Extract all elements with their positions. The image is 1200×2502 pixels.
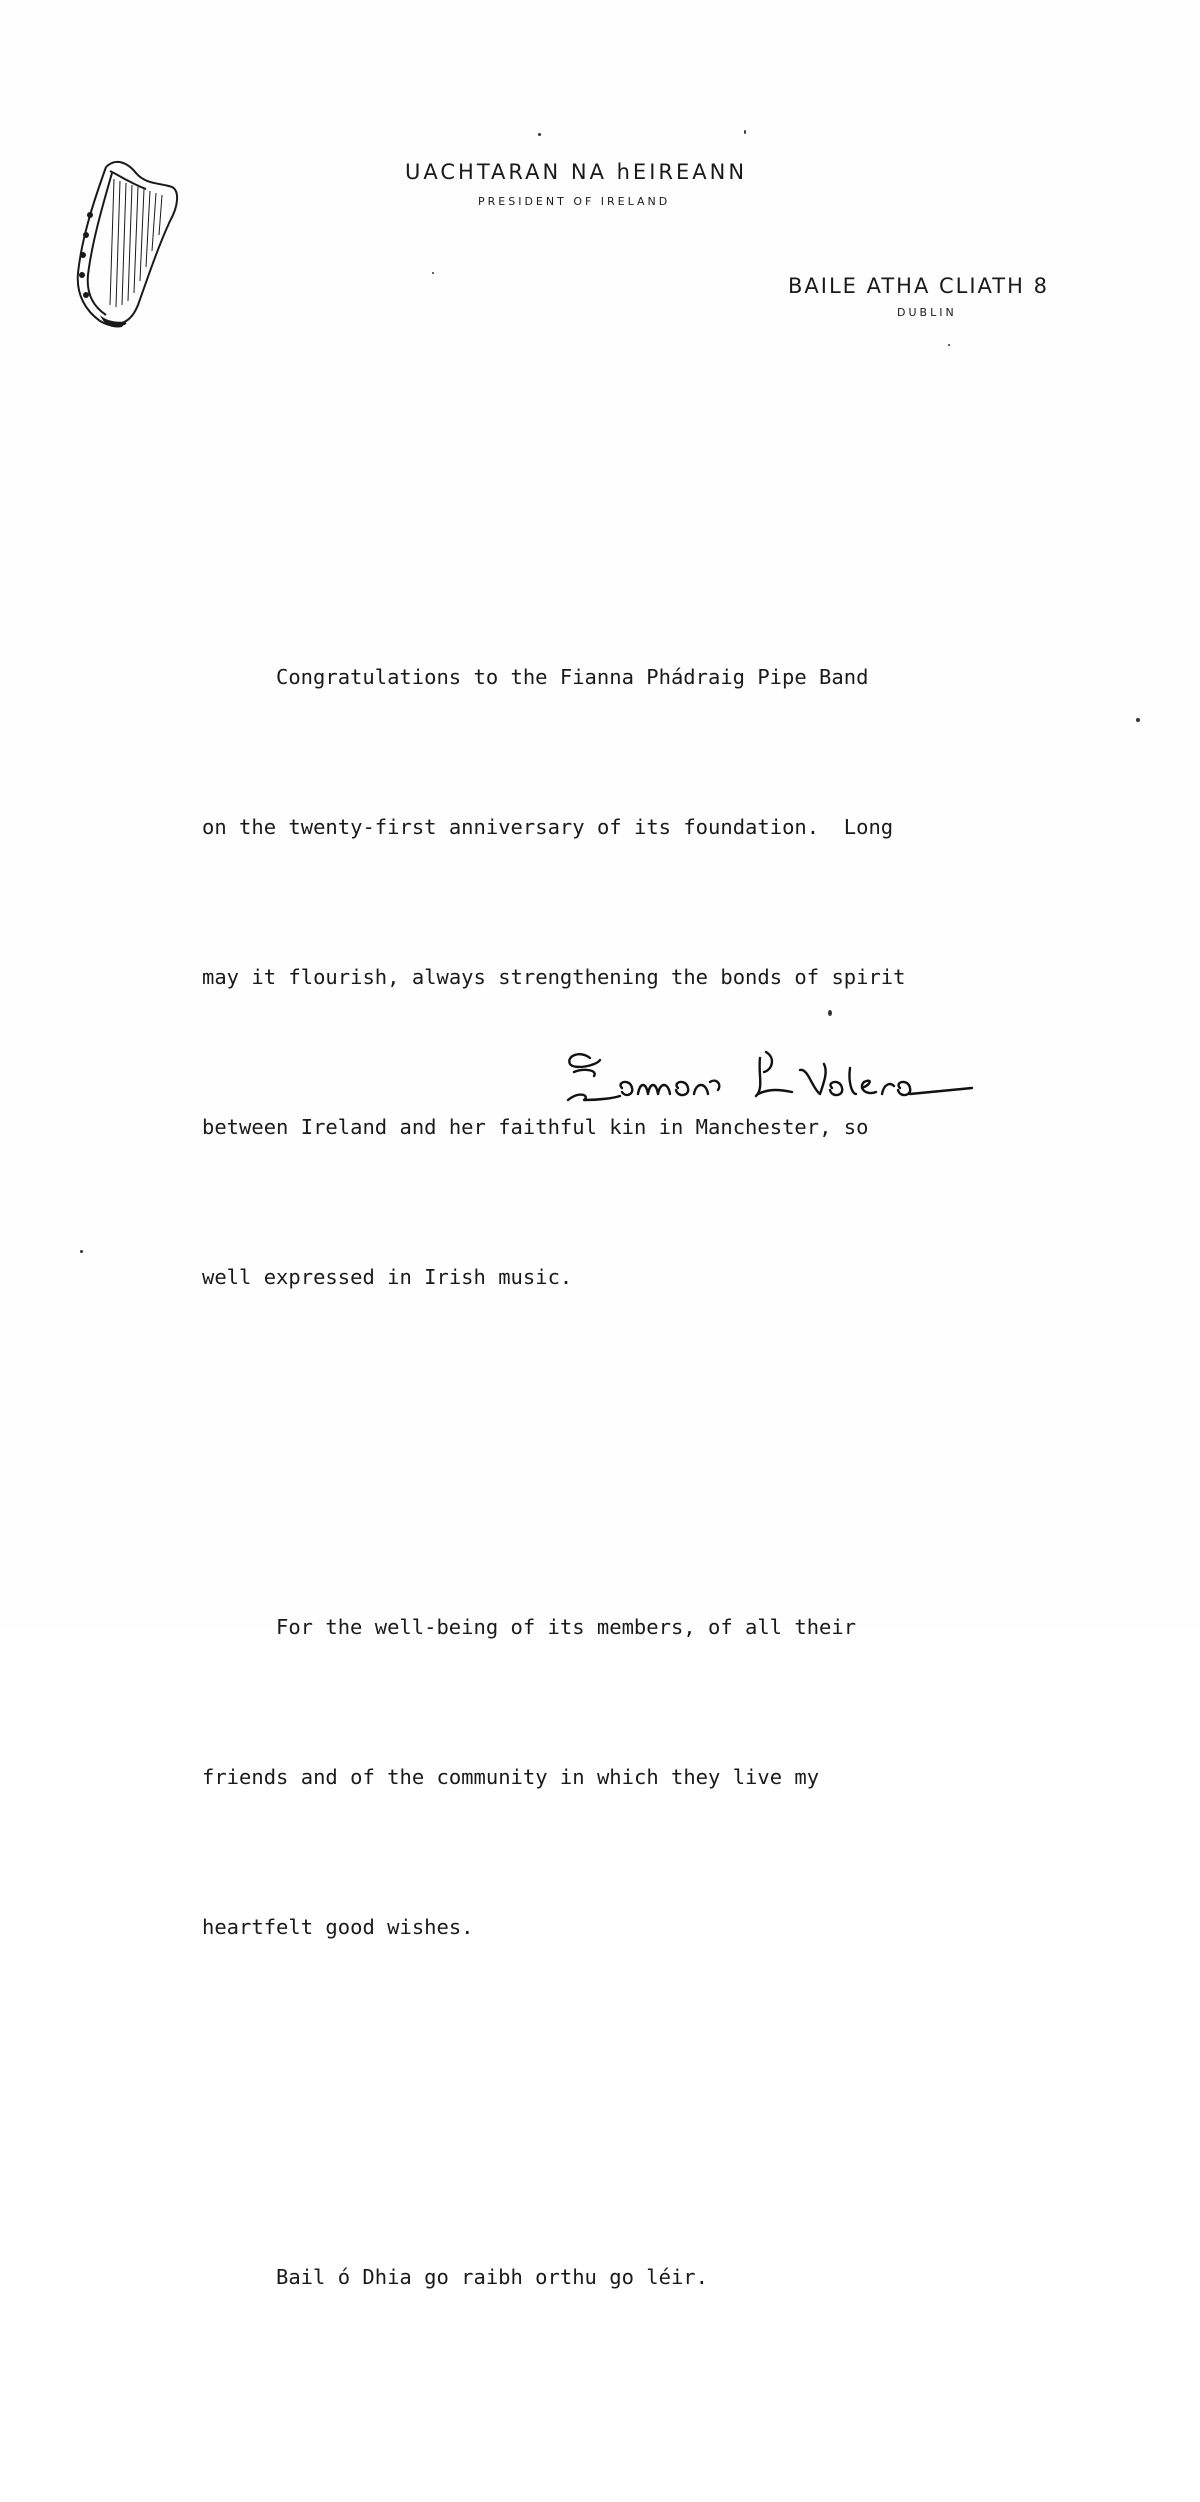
letter-body bbox=[202, 452, 1102, 2502]
text-line: well expressed in Irish music. bbox=[202, 1265, 573, 1289]
scan-speck bbox=[1136, 718, 1140, 722]
scan-speck bbox=[80, 1250, 83, 1253]
text-line: friends and of the community in which they live my bbox=[202, 1765, 820, 1789]
letterhead-title: UACHTARAN NA hEIREANN bbox=[405, 160, 748, 184]
scan-speck bbox=[538, 133, 541, 136]
paragraph-3 bbox=[202, 2152, 1102, 2402]
scan-speck bbox=[744, 130, 746, 134]
text-line: Congratulations to the Fianna Phádraig Pipe Band bbox=[276, 665, 869, 689]
text-line: For the well-being of its members, of all their bbox=[276, 1615, 857, 1639]
text-line: may it flourish, always strengthening the bonds of spirit bbox=[202, 965, 906, 989]
paragraph-1 bbox=[202, 552, 1102, 1402]
letterhead-subtitle: PRESIDENT OF IRELAND bbox=[478, 195, 671, 208]
scan-speck bbox=[948, 344, 950, 346]
text-line: on the twenty-first anniversary of its foundation. Long bbox=[202, 815, 894, 839]
text-line: Bail ó Dhia go raibh orthu go léir. bbox=[276, 2265, 708, 2289]
scan-speck bbox=[432, 272, 434, 274]
paragraph-2 bbox=[202, 1502, 1102, 2052]
letterhead-city: DUBLIN bbox=[897, 306, 957, 319]
scan-speck bbox=[828, 1010, 832, 1016]
letterhead-address: BAILE ATHA CLIATH 8 bbox=[788, 274, 1049, 298]
text-line: between Ireland and her faithful kin in Manchester, so bbox=[202, 1115, 869, 1139]
signature-image bbox=[560, 1038, 980, 1118]
text-line: heartfelt good wishes. bbox=[202, 1915, 474, 1939]
harp-icon bbox=[66, 155, 186, 330]
